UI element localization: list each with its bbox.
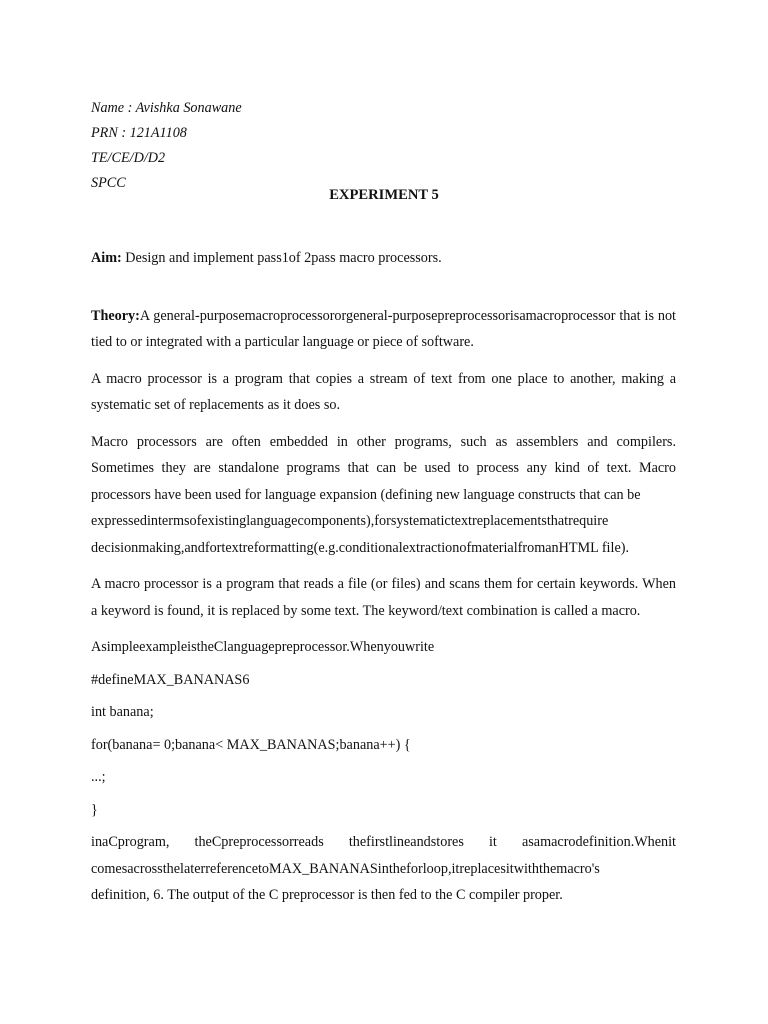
aim-paragraph <box>91 245 676 272</box>
student-header <box>91 96 242 196</box>
theory-paragraph-2: A macro processor is a program that copies a stream of text from one place to another, making a systematic set of replacements as it does so. <box>91 370 676 413</box>
closing-line-2: comesacrossthelaterreferencetoMAX_BANANASintheforloop,itreplacesitwiththemacro's <box>91 860 600 877</box>
theory-paragraph-3-line-5: decisionmaking,andfortextreformatting(e.g.conditionalextractionofmaterialfromanHTML file). <box>91 539 630 556</box>
closing-line-1: inaCprogram, theCpreprocessorreads thefirstlineandstores it asamacrodefinition.Whenit <box>91 834 676 850</box>
theory-paragraph-1 <box>91 303 676 356</box>
subject: SPCC <box>91 175 126 191</box>
code-line: for(banana= 0;banana< MAX_BANANAS;banana++) { <box>91 736 411 753</box>
theory-label: Theory: <box>91 307 140 324</box>
theory-paragraph-3-line-4: expressedintermsofexistinglanguagecomponents),forsystematictextreplacementsthatrequire <box>91 513 609 529</box>
code-line: } <box>91 801 98 818</box>
closing-line-3: definition, 6. The output of the C preprocessor is then fed to the C compiler proper. <box>91 887 563 903</box>
theory-paragraph-4: A macro processor is a program that reads a file (or files) and scans them for certain keywords. When a keyword is found, it is replaced by some text. The keyword/text combination is called a macro. <box>91 576 676 619</box>
code-line: #defineMAX_BANANAS6 <box>91 671 250 688</box>
theory-paragraph-5: AsimpleexampleistheClanguagepreprocessor.Whenyouwrite <box>91 639 435 655</box>
student-prn: PRN : 121A1108 <box>91 125 187 141</box>
theory-paragraph-3: Macro processors are often embedded in other programs, such as assemblers and compilers. Sometimes they are standalone programs that can be used to process any kind of text. Macro processors have been used for language expansion (defining new language constructs that can be <box>91 433 676 503</box>
document-body <box>91 245 676 909</box>
code-example <box>91 667 676 823</box>
code-line: int banana; <box>91 704 154 720</box>
theory-text-1: A general-purposemacroprocessororgeneral-purposepreprocessorisamacroprocessor that is not tied to or integrated with a particular language or piece of software. <box>91 307 676 350</box>
aim-label: Aim: <box>91 250 122 266</box>
student-class: TE/CE/D/D2 <box>91 150 166 166</box>
code-line: ...; <box>91 769 106 785</box>
page-title: EXPERIMENT 5 <box>329 187 439 203</box>
aim-text: Design and implement pass1of 2pass macro processors. <box>121 250 442 266</box>
student-name: Name : Avishka Sonawane <box>91 100 242 116</box>
